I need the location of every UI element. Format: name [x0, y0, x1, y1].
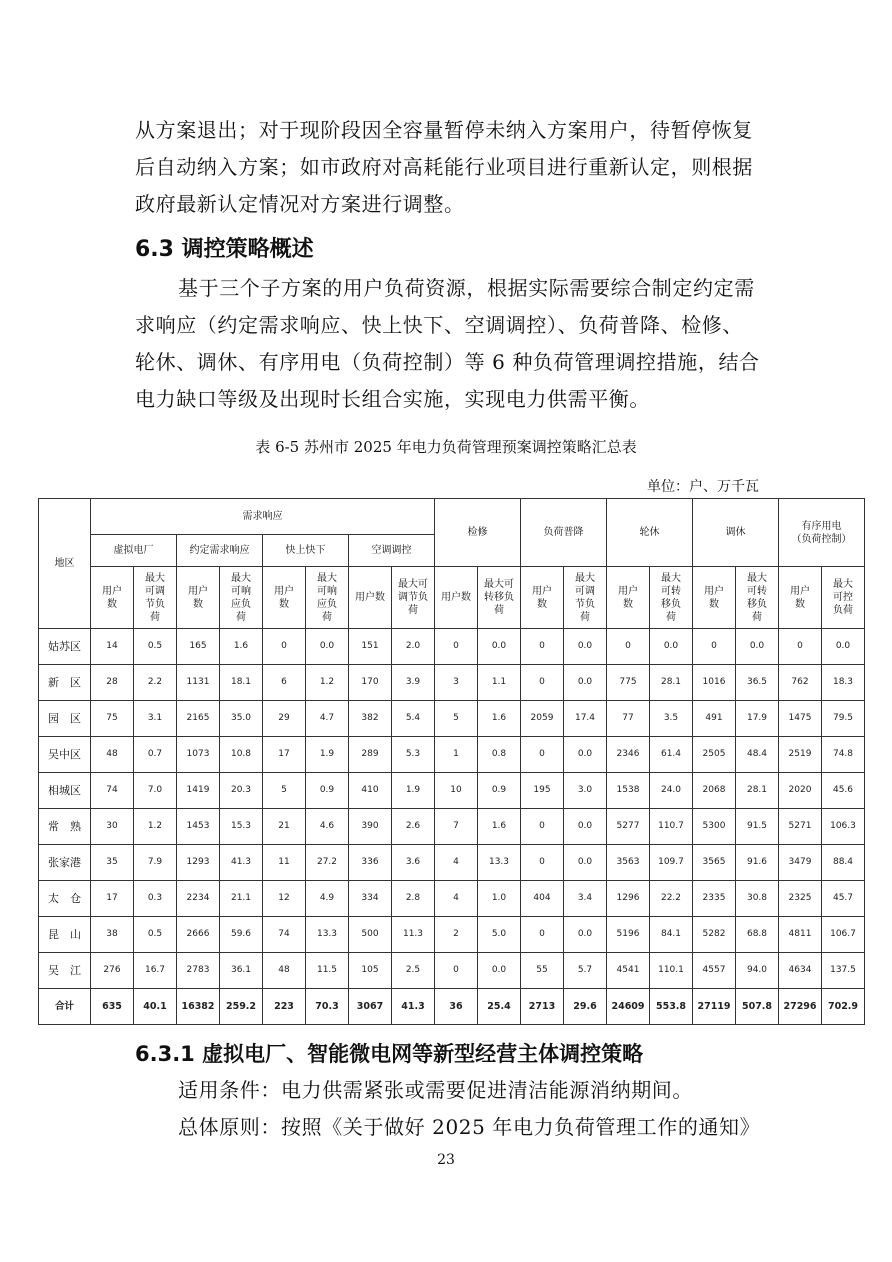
- value-cell: 0.5: [134, 917, 177, 953]
- header-gen-max: 最大 可调 节负 荷: [564, 567, 607, 629]
- header-maintenance: 检修: [435, 499, 521, 567]
- header-maint-max: 最大可 转移负 荷: [478, 567, 521, 629]
- value-cell: 5.0: [478, 917, 521, 953]
- value-cell: 1.9: [306, 737, 349, 773]
- region-cell: 太 仓: [39, 881, 91, 917]
- value-cell: 17.4: [564, 701, 607, 737]
- value-cell: 18.1: [220, 665, 263, 701]
- value-cell: 24609: [607, 989, 650, 1025]
- value-cell: 390: [349, 809, 392, 845]
- header-rot-users: 用户 数: [607, 567, 650, 629]
- value-cell: 11.3: [392, 917, 435, 953]
- value-cell: 702.9: [822, 989, 865, 1025]
- header-fast-users: 用户 数: [263, 567, 306, 629]
- value-cell: 2165: [177, 701, 220, 737]
- value-cell: 1.6: [220, 629, 263, 665]
- section-line: 求响应（约定需求响应、快上快下、空调调控）、负荷普降、检修、: [135, 313, 743, 337]
- value-cell: 4.9: [306, 881, 349, 917]
- header-general-reduction: 负荷普降: [521, 499, 607, 567]
- table-body: [39, 629, 865, 1025]
- value-cell: 1.2: [134, 809, 177, 845]
- subsection-line: 总体原则：按照《关于做好 2025 年电力负荷管理工作的通知》: [178, 1115, 761, 1139]
- value-cell: 2234: [177, 881, 220, 917]
- value-cell: 0.0: [306, 629, 349, 665]
- section-paragraph: [135, 270, 760, 418]
- value-cell: 75: [91, 701, 134, 737]
- region-cell: 吴 江: [39, 953, 91, 989]
- value-cell: 0: [521, 809, 564, 845]
- header-agreed: 约定需求响应: [177, 535, 263, 567]
- value-cell: 553.8: [650, 989, 693, 1025]
- value-cell: 17: [91, 881, 134, 917]
- value-cell: 27.2: [306, 845, 349, 881]
- value-cell: 1296: [607, 881, 650, 917]
- region-cell: 昆 山: [39, 917, 91, 953]
- header-shift: 调休: [693, 499, 779, 567]
- value-cell: 22.2: [650, 881, 693, 917]
- value-cell: 36.1: [220, 953, 263, 989]
- value-cell: 48: [91, 737, 134, 773]
- value-cell: 4557: [693, 953, 736, 989]
- value-cell: 84.1: [650, 917, 693, 953]
- value-cell: 1016: [693, 665, 736, 701]
- value-cell: 36: [435, 989, 478, 1025]
- value-cell: 10: [435, 773, 478, 809]
- value-cell: 21.1: [220, 881, 263, 917]
- section-heading: 6.3 调控策略概述: [135, 237, 314, 262]
- value-cell: 0.0: [650, 629, 693, 665]
- table-row: [39, 809, 865, 845]
- value-cell: 91.6: [736, 845, 779, 881]
- value-cell: 4: [435, 845, 478, 881]
- header-rot-max: 最大 可转 移负 荷: [650, 567, 693, 629]
- summary-table: [38, 498, 865, 1025]
- value-cell: 59.6: [220, 917, 263, 953]
- value-cell: 336: [349, 845, 392, 881]
- value-cell: 5: [263, 773, 306, 809]
- value-cell: 0.0: [564, 665, 607, 701]
- value-cell: 2713: [521, 989, 564, 1025]
- value-cell: 110.1: [650, 953, 693, 989]
- value-cell: 105: [349, 953, 392, 989]
- value-cell: 2020: [779, 773, 822, 809]
- value-cell: 165: [177, 629, 220, 665]
- value-cell: 2505: [693, 737, 736, 773]
- value-cell: 7.0: [134, 773, 177, 809]
- value-cell: 0.9: [306, 773, 349, 809]
- table-unit: 单位：户、万千瓦: [647, 479, 759, 495]
- value-cell: 382: [349, 701, 392, 737]
- value-cell: 0.8: [478, 737, 521, 773]
- value-cell: 5.7: [564, 953, 607, 989]
- table-total-row: [39, 989, 865, 1025]
- value-cell: 507.8: [736, 989, 779, 1025]
- intro-line: 后自动纳入方案；如市政府对高耗能行业项目进行重新认定，则根据: [135, 155, 753, 179]
- value-cell: 2325: [779, 881, 822, 917]
- subsection-line: 适用条件：电力供需紧张或需要促进清洁能源消纳期间。: [178, 1078, 693, 1102]
- value-cell: 41.3: [220, 845, 263, 881]
- value-cell: 0: [435, 953, 478, 989]
- value-cell: 0: [521, 737, 564, 773]
- value-cell: 7.9: [134, 845, 177, 881]
- value-cell: 40.1: [134, 989, 177, 1025]
- region-cell: 园 区: [39, 701, 91, 737]
- value-cell: 91.5: [736, 809, 779, 845]
- value-cell: 4: [435, 881, 478, 917]
- value-cell: 38: [91, 917, 134, 953]
- region-cell: 吴中区: [39, 737, 91, 773]
- value-cell: 4.7: [306, 701, 349, 737]
- table-row: [39, 953, 865, 989]
- header-maint-users: 用户数: [435, 567, 478, 629]
- value-cell: 334: [349, 881, 392, 917]
- value-cell: 7: [435, 809, 478, 845]
- value-cell: 4541: [607, 953, 650, 989]
- value-cell: 762: [779, 665, 822, 701]
- value-cell: 0.0: [564, 737, 607, 773]
- value-cell: 5196: [607, 917, 650, 953]
- value-cell: 5282: [693, 917, 736, 953]
- region-cell: 合计: [39, 989, 91, 1025]
- header-vpp-users: 用户 数: [91, 567, 134, 629]
- value-cell: 3.9: [392, 665, 435, 701]
- value-cell: 259.2: [220, 989, 263, 1025]
- value-cell: 3565: [693, 845, 736, 881]
- value-cell: 109.7: [650, 845, 693, 881]
- value-cell: 3: [435, 665, 478, 701]
- value-cell: 0: [521, 917, 564, 953]
- region-cell: 相城区: [39, 773, 91, 809]
- value-cell: 1.0: [478, 881, 521, 917]
- region-cell: 新 区: [39, 665, 91, 701]
- header-rotation: 轮休: [607, 499, 693, 567]
- value-cell: 151: [349, 629, 392, 665]
- value-cell: 5271: [779, 809, 822, 845]
- table-caption: 表 6-5 苏州市 2025 年电力负荷管理预案调控策略汇总表: [255, 438, 637, 456]
- value-cell: 13.3: [306, 917, 349, 953]
- value-cell: 0.0: [564, 809, 607, 845]
- value-cell: 276: [91, 953, 134, 989]
- value-cell: 16.7: [134, 953, 177, 989]
- value-cell: 2783: [177, 953, 220, 989]
- value-cell: 3.0: [564, 773, 607, 809]
- section-line: 电力缺口等级及出现时长组合实施，实现电力供需平衡。: [135, 387, 650, 411]
- value-cell: 2.8: [392, 881, 435, 917]
- value-cell: 35.0: [220, 701, 263, 737]
- value-cell: 14: [91, 629, 134, 665]
- intro-paragraph: [135, 112, 760, 223]
- value-cell: 24.0: [650, 773, 693, 809]
- value-cell: 410: [349, 773, 392, 809]
- value-cell: 11.5: [306, 953, 349, 989]
- value-cell: 94.0: [736, 953, 779, 989]
- value-cell: 5: [435, 701, 478, 737]
- value-cell: 3067: [349, 989, 392, 1025]
- value-cell: 2059: [521, 701, 564, 737]
- value-cell: 5300: [693, 809, 736, 845]
- header-region: 地区: [39, 499, 91, 629]
- table-row: [39, 845, 865, 881]
- value-cell: 30.8: [736, 881, 779, 917]
- value-cell: 68.8: [736, 917, 779, 953]
- value-cell: 35: [91, 845, 134, 881]
- value-cell: 289: [349, 737, 392, 773]
- table-row: [39, 881, 865, 917]
- table-row: [39, 737, 865, 773]
- value-cell: 5.4: [392, 701, 435, 737]
- value-cell: 17: [263, 737, 306, 773]
- table-row: [39, 917, 865, 953]
- value-cell: 5.3: [392, 737, 435, 773]
- value-cell: 4811: [779, 917, 822, 953]
- value-cell: 5277: [607, 809, 650, 845]
- value-cell: 2.0: [392, 629, 435, 665]
- value-cell: 28: [91, 665, 134, 701]
- value-cell: 74: [91, 773, 134, 809]
- value-cell: 110.7: [650, 809, 693, 845]
- value-cell: 137.5: [822, 953, 865, 989]
- value-cell: 2.2: [134, 665, 177, 701]
- value-cell: 17.9: [736, 701, 779, 737]
- table-row: [39, 773, 865, 809]
- value-cell: 0.0: [564, 917, 607, 953]
- value-cell: 3.5: [650, 701, 693, 737]
- value-cell: 15.3: [220, 809, 263, 845]
- header-fast: 快上快下: [263, 535, 349, 567]
- value-cell: 77: [607, 701, 650, 737]
- value-cell: 88.4: [822, 845, 865, 881]
- region-cell: 常 熟: [39, 809, 91, 845]
- value-cell: 27119: [693, 989, 736, 1025]
- value-cell: 491: [693, 701, 736, 737]
- value-cell: 106.3: [822, 809, 865, 845]
- value-cell: 775: [607, 665, 650, 701]
- value-cell: 1073: [177, 737, 220, 773]
- header-agreed-users: 用户 数: [177, 567, 220, 629]
- value-cell: 48.4: [736, 737, 779, 773]
- value-cell: 2519: [779, 737, 822, 773]
- value-cell: 3.6: [392, 845, 435, 881]
- value-cell: 2068: [693, 773, 736, 809]
- value-cell: 0: [607, 629, 650, 665]
- value-cell: 11: [263, 845, 306, 881]
- header-shift-users: 用户 数: [693, 567, 736, 629]
- header-ac-users: 用户数: [349, 567, 392, 629]
- value-cell: 30: [91, 809, 134, 845]
- value-cell: 0: [263, 629, 306, 665]
- value-cell: 1.6: [478, 809, 521, 845]
- value-cell: 61.4: [650, 737, 693, 773]
- value-cell: 0: [521, 845, 564, 881]
- value-cell: 2.6: [392, 809, 435, 845]
- page-number: 23: [437, 1152, 455, 1168]
- header-agreed-max: 最大 可响 应负 荷: [220, 567, 263, 629]
- value-cell: 500: [349, 917, 392, 953]
- subsection-paragraph: [135, 1072, 760, 1146]
- table-row: [39, 629, 865, 665]
- value-cell: 18.3: [822, 665, 865, 701]
- value-cell: 0.5: [134, 629, 177, 665]
- section-line: 轮休、调休、有序用电（负荷控制）等 6 种负荷管理调控措施，结合: [135, 350, 760, 374]
- value-cell: 1.6: [478, 701, 521, 737]
- value-cell: 195: [521, 773, 564, 809]
- value-cell: 3.1: [134, 701, 177, 737]
- value-cell: 36.5: [736, 665, 779, 701]
- value-cell: 2.5: [392, 953, 435, 989]
- value-cell: 0.7: [134, 737, 177, 773]
- value-cell: 2335: [693, 881, 736, 917]
- value-cell: 1419: [177, 773, 220, 809]
- value-cell: 1.2: [306, 665, 349, 701]
- value-cell: 0.0: [822, 629, 865, 665]
- intro-line: 从方案退出；对于现阶段因全容量暂停未纳入方案用户，待暂停恢复: [135, 118, 753, 142]
- value-cell: 10.8: [220, 737, 263, 773]
- header-demand-response: 需求响应: [91, 499, 435, 535]
- value-cell: 0.0: [478, 953, 521, 989]
- value-cell: 0: [521, 629, 564, 665]
- table-row: [39, 665, 865, 701]
- value-cell: 45.7: [822, 881, 865, 917]
- value-cell: 1131: [177, 665, 220, 701]
- header-gen-users: 用户 数: [521, 567, 564, 629]
- value-cell: 45.6: [822, 773, 865, 809]
- value-cell: 170: [349, 665, 392, 701]
- header-ac-max: 最大可 调节负 荷: [392, 567, 435, 629]
- value-cell: 0.0: [736, 629, 779, 665]
- value-cell: 0: [693, 629, 736, 665]
- value-cell: 48: [263, 953, 306, 989]
- value-cell: 79.5: [822, 701, 865, 737]
- value-cell: 70.3: [306, 989, 349, 1025]
- value-cell: 21: [263, 809, 306, 845]
- value-cell: 0.9: [478, 773, 521, 809]
- value-cell: 223: [263, 989, 306, 1025]
- value-cell: 0.3: [134, 881, 177, 917]
- table-row: [39, 701, 865, 737]
- value-cell: 1.9: [392, 773, 435, 809]
- value-cell: 41.3: [392, 989, 435, 1025]
- header-ord-max: 最大 可控 负荷: [822, 567, 865, 629]
- region-cell: 张家港: [39, 845, 91, 881]
- value-cell: 55: [521, 953, 564, 989]
- value-cell: 0: [521, 665, 564, 701]
- value-cell: 2666: [177, 917, 220, 953]
- value-cell: 635: [91, 989, 134, 1025]
- value-cell: 0.0: [564, 845, 607, 881]
- value-cell: 74.8: [822, 737, 865, 773]
- value-cell: 13.3: [478, 845, 521, 881]
- value-cell: 4.6: [306, 809, 349, 845]
- subsection-heading: 6.3.1 虚拟电厂、智能微电网等新型经营主体调控策略: [135, 1042, 644, 1066]
- value-cell: 4634: [779, 953, 822, 989]
- value-cell: 1293: [177, 845, 220, 881]
- value-cell: 16382: [177, 989, 220, 1025]
- header-vpp-max: 最大 可调 节负 荷: [134, 567, 177, 629]
- value-cell: 0.0: [564, 629, 607, 665]
- value-cell: 29.6: [564, 989, 607, 1025]
- value-cell: 1475: [779, 701, 822, 737]
- value-cell: 12: [263, 881, 306, 917]
- value-cell: 29: [263, 701, 306, 737]
- value-cell: 1: [435, 737, 478, 773]
- header-fast-max: 最大 可响 应负 荷: [306, 567, 349, 629]
- value-cell: 1453: [177, 809, 220, 845]
- value-cell: 0: [779, 629, 822, 665]
- value-cell: 404: [521, 881, 564, 917]
- value-cell: 3563: [607, 845, 650, 881]
- value-cell: 28.1: [650, 665, 693, 701]
- value-cell: 20.3: [220, 773, 263, 809]
- region-cell: 姑苏区: [39, 629, 91, 665]
- section-line: 基于三个子方案的用户负荷资源，根据实际需要综合制定约定需: [178, 276, 755, 300]
- value-cell: 28.1: [736, 773, 779, 809]
- value-cell: 2: [435, 917, 478, 953]
- header-orderly: 有序用电 （负荷控制）: [779, 499, 865, 567]
- value-cell: 1.1: [478, 665, 521, 701]
- header-ac: 空调调控: [349, 535, 435, 567]
- header-shift-max: 最大 可转 移负 荷: [736, 567, 779, 629]
- value-cell: 3479: [779, 845, 822, 881]
- value-cell: 3.4: [564, 881, 607, 917]
- intro-line: 政府最新认定情况对方案进行调整。: [135, 192, 465, 216]
- header-vpp: 虚拟电厂: [91, 535, 177, 567]
- value-cell: 25.4: [478, 989, 521, 1025]
- value-cell: 74: [263, 917, 306, 953]
- value-cell: 27296: [779, 989, 822, 1025]
- value-cell: 1538: [607, 773, 650, 809]
- header-ord-users: 用户 数: [779, 567, 822, 629]
- value-cell: 2346: [607, 737, 650, 773]
- value-cell: 0: [435, 629, 478, 665]
- value-cell: 106.7: [822, 917, 865, 953]
- value-cell: 6: [263, 665, 306, 701]
- value-cell: 0.0: [478, 629, 521, 665]
